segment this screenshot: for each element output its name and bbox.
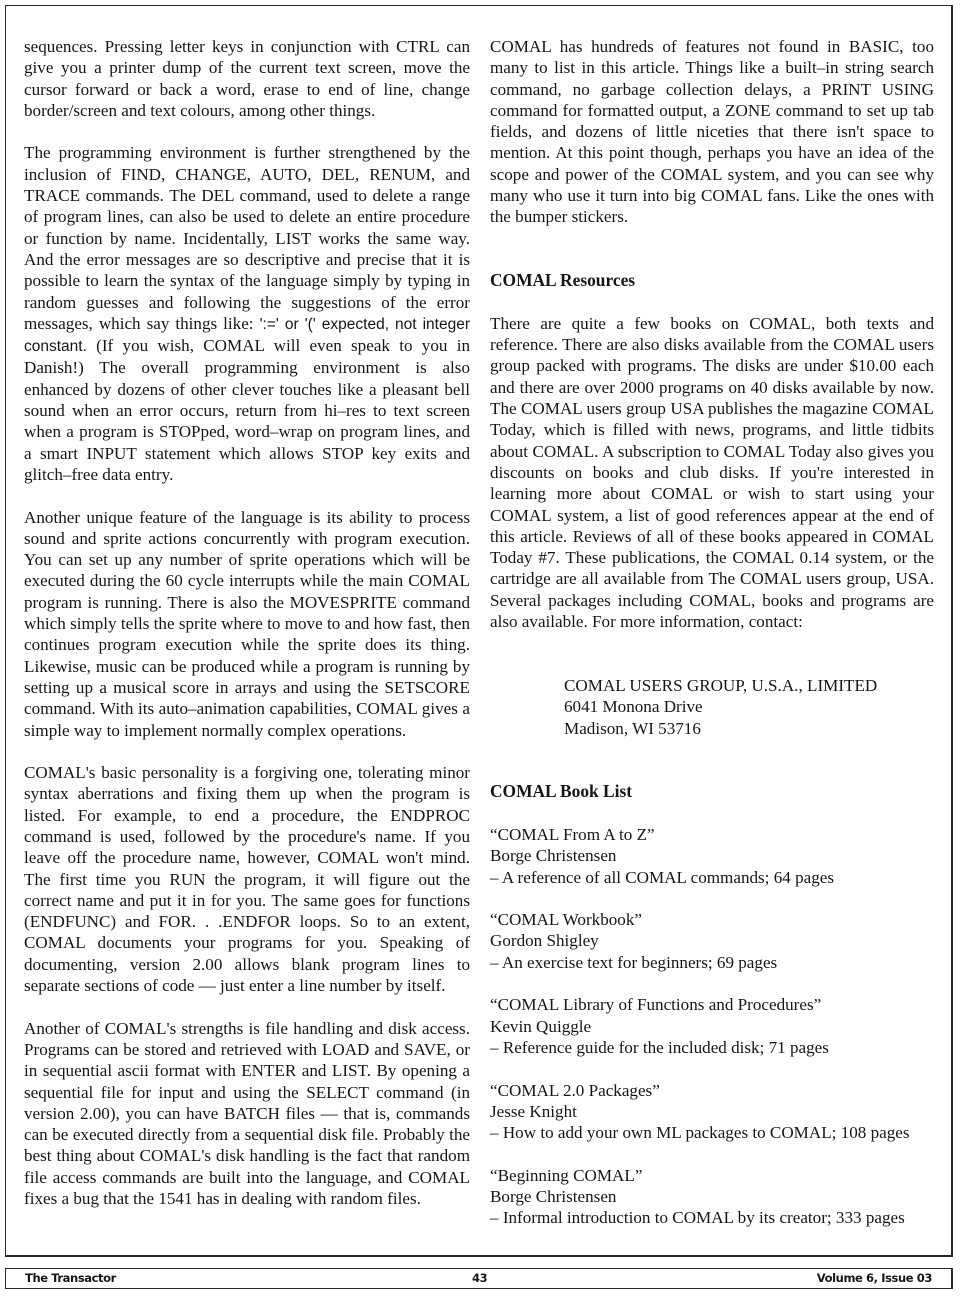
footer-publication-name: The Transactor [25, 1271, 116, 1285]
paragraph-forgiving-personality: COMAL's basic personality is a forgiving one, tolerating minor syntax aberrations and fixing them up when the program is listed. For example, to end a procedure, the ENDPROC command is used, followed by the procedure's name. If you leave off the procedure name, however, COMAL won't mind. The first time you RUN the program, it will figure out the correct name and put it in for you. The same goes for functions (ENDFUNC) and FOR. . .ENDFOR loops. So to an extent, COMAL documents your programs for you. Speaking of documenting, version 2.00 allows blank program lines to separate sections of code — just enter a line number by itself. [24, 763, 470, 996]
book-entry [490, 824, 934, 888]
footer-page-number: 43 [472, 1271, 488, 1285]
left-column [24, 36, 470, 1209]
book-author: Borge Christensen [490, 846, 617, 866]
book-entry [490, 909, 934, 973]
right-column [490, 36, 934, 1229]
book-description: – How to add your own ML packages to COMAL; 108 pages [490, 1123, 910, 1143]
book-author: Borge Christensen [490, 1187, 617, 1207]
footer-issue: Volume 6, Issue 03 [816, 1271, 932, 1285]
book-description: – An exercise text for beginners; 69 pages [490, 952, 778, 972]
error-message-example: ':=' or '(' expected, not integer constant. [24, 315, 470, 356]
paragraph-text: The programming environment is further strengthened by the inclusion of FIND, CHANGE, AUTO, DEL, RENUM, and TRACE commands. The DEL command, used to delete a range of program lines, can also be used to delete an entire procedure or function by name. Incidentally, LIST works the same way. And the error messages are so descriptive and precise that it is possible to learn the syntax of the language simply by typing in random guesses and following the suggestions of the error messages, which say things like: [24, 143, 470, 333]
paragraph-resources: There are quite a few books on COMAL, both texts and reference. There are also disks available from the COMAL users group packed with programs. The disks are under $10.00 each and there are over 2000 programs on 40 disks available by now. The COMAL users group USA publishes the magazine COMAL Today, which is filled with news, programs, and little tidbits about COMAL. A subscription to COMAL Today also gives you discounts on books and club disks. If you're interested in learning more about COMAL or wish to start using your COMAL system, a list of good references appear at the end of this article. Reviews of all of these books appeared in COMAL Today #7. These publications, the COMAL 0.14 system, or the cartridge are all available from The COMAL users group, USA. Several packages including COMAL, books and programs are also available. For more information, contact: [490, 313, 934, 632]
section-heading-resources: COMAL Resources [490, 270, 636, 291]
paragraph-ctrl-keys: sequences. Pressing letter keys in conjunction with CTRL can give you a printer dump of the current text screen, move the cursor forward or back a word, erase to end of line, change border/screen and text colours, among other things. [24, 37, 470, 120]
paragraph-programming-environment [24, 142, 470, 485]
book-description: – A reference of all COMAL commands; 64 pages [490, 867, 834, 887]
paragraph-features: COMAL has hundreds of features not found in BASIC, too many to list in this article. Things like a built–in string search command, no garbage collection delays, a PRINT USING command for formatted output, a ZONE command to set up tab fields, and dozens of little niceties that there isn't space to mention. At this point though, perhaps you have an idea of the scope and power of the COMAL system, and you can see why many who use it turn into big COMAL fans. Like the ones with the bumper stickers. [490, 37, 934, 227]
section-heading-book-list: COMAL Book List [490, 781, 633, 802]
address-line-city: Madison, WI 53716 [564, 718, 701, 738]
book-author: Gordon Shigley [490, 931, 599, 951]
book-title: “COMAL Library of Functions and Procedures” [490, 995, 822, 1015]
page-footer [5, 1268, 953, 1289]
book-author: Kevin Quiggle [490, 1016, 592, 1036]
book-entry [490, 994, 934, 1058]
book-entry [490, 1165, 934, 1229]
book-title: “COMAL From A to Z” [490, 824, 655, 844]
book-author: Jesse Knight [490, 1101, 577, 1121]
paragraph-sprites-sound: Another unique feature of the language is its ability to process sound and sprite actions concurrently with program execution. You can set up any number of sprite operations which will be executed during the 60 cycle interrupts while the main COMAL program is running. There is also the MOVESPRITE command which simply tells the sprite where to move to and how fast, then continues program execution while the sprite does its thing. Likewise, music can be produced while a program is running by setting up a musical score in arrays and using the SETSCORE command. With its auto–animation capabilities, COMAL gives a simple way to implement normally complex operations. [24, 507, 470, 740]
book-title: “Beginning COMAL” [490, 1165, 643, 1185]
paragraph-file-handling: Another of COMAL's strengths is file handling and disk access. Programs can be stored and retrieved with LOAD and SAVE, or in sequential ascii format with ENTER and LIST. By opening a sequential file for input and using the SELECT command (in version 2.00), you can have BATCH files — that is, commands can be executed directly from a sequential disk file. Probably the best thing about COMAL's disk handling is the fact that random file access commands are built into the language, and COMAL fixes a bug that the 1541 has in dealing with random files. [24, 1018, 470, 1209]
address-line-organization: COMAL USERS GROUP, U.S.A., LIMITED [564, 675, 878, 695]
address-line-street: 6041 Monona Drive [564, 697, 703, 717]
paragraph-text-continued: (If you wish, COMAL will even speak to you in Danish!) The overall programming environment is also enhanced by dozens of other clever touches like a pleasant bell sound when an error occurs, return from hi–res to text screen when a program is STOPped, word–wrap on program lines, and a smart INPUT statement which allows STOP key exits and glitch–free data entry. [24, 336, 470, 484]
contact-address [564, 675, 934, 739]
book-title: “COMAL Workbook” [490, 910, 642, 930]
book-title: “COMAL 2.0 Packages” [490, 1080, 660, 1100]
book-entry [490, 1080, 934, 1144]
book-description: – Informal introduction to COMAL by its creator; 333 pages [490, 1208, 905, 1228]
book-description: – Reference guide for the included disk; 71 pages [490, 1037, 829, 1057]
